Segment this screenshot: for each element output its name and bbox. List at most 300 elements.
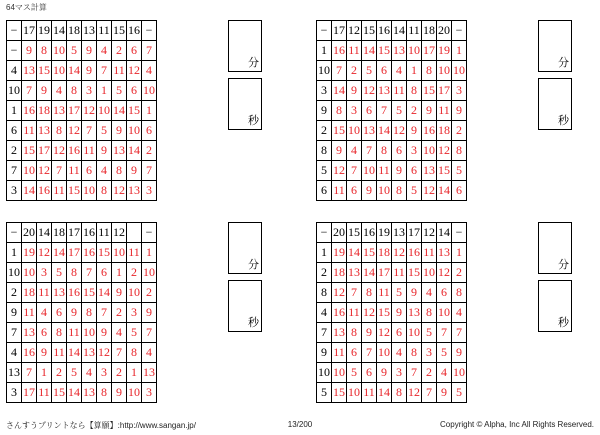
answer-cell[interactable]: 4 [52, 81, 67, 101]
answer-cell[interactable]: 11 [332, 181, 347, 201]
answer-cell[interactable]: 9 [37, 343, 52, 363]
answer-cell[interactable]: 12 [37, 243, 52, 263]
answer-cell[interactable]: 15 [377, 303, 392, 323]
seconds-answer-box[interactable] [228, 78, 262, 130]
answer-cell[interactable]: 15 [82, 283, 97, 303]
answer-cell[interactable]: 8 [97, 383, 112, 403]
answer-cell[interactable]: 9 [82, 41, 97, 61]
answer-cell[interactable]: 10 [127, 121, 142, 141]
answer-cell[interactable]: 1 [37, 363, 52, 383]
answer-cell[interactable]: 13 [22, 323, 37, 343]
answer-cell[interactable]: 13 [422, 161, 437, 181]
answer-cell[interactable]: 18 [332, 263, 347, 283]
answer-cell[interactable]: 10 [407, 323, 422, 343]
answer-cell[interactable]: 4 [392, 61, 407, 81]
answer-cell[interactable]: 7 [112, 343, 127, 363]
answer-cell[interactable]: 16 [22, 343, 37, 363]
minutes-answer-box[interactable] [538, 20, 572, 72]
answer-cell[interactable]: 15 [127, 101, 142, 121]
answer-cell[interactable]: 9 [392, 303, 407, 323]
answer-cell[interactable]: 10 [422, 263, 437, 283]
answer-cell[interactable]: 5 [392, 283, 407, 303]
grid-bottom-right [316, 222, 467, 403]
answer-cell[interactable]: 5 [347, 363, 362, 383]
answer-cell[interactable]: 19 [437, 41, 452, 61]
answer-cell[interactable]: 12 [37, 161, 52, 181]
answer-cell[interactable]: 7 [362, 343, 377, 363]
answer-cell[interactable]: 13 [377, 81, 392, 101]
answer-cell[interactable]: 15 [332, 121, 347, 141]
answer-cell[interactable]: 2 [127, 263, 142, 283]
answer-cell[interactable]: 14 [127, 141, 142, 161]
answer-cell[interactable]: 12 [97, 343, 112, 363]
answer-cell[interactable]: 2 [452, 121, 467, 141]
answer-cell[interactable]: 9 [362, 323, 377, 343]
answer-cell[interactable]: 13 [37, 121, 52, 141]
seconds-answer-box[interactable] [538, 78, 572, 130]
answer-cell[interactable]: 16 [422, 121, 437, 141]
answer-cell[interactable]: 8 [52, 121, 67, 141]
answer-cell[interactable]: 9 [97, 141, 112, 161]
answer-cell[interactable]: 6 [407, 161, 422, 181]
answer-cell[interactable]: 13 [52, 101, 67, 121]
answer-cell[interactable]: 9 [347, 81, 362, 101]
answer-cell[interactable]: 17 [67, 101, 82, 121]
answer-cell[interactable]: 8 [407, 343, 422, 363]
answer-cell[interactable]: 1 [452, 41, 467, 61]
answer-cell[interactable]: 6 [97, 263, 112, 283]
answer-cell[interactable]: 5 [52, 263, 67, 283]
answer-cell[interactable]: 11 [22, 303, 37, 323]
answer-cell[interactable]: 10 [127, 383, 142, 403]
answer-cell[interactable]: 14 [332, 81, 347, 101]
answer-cell[interactable]: 11 [347, 41, 362, 61]
answer-cell[interactable]: 8 [127, 343, 142, 363]
answer-cell[interactable]: 10 [407, 41, 422, 61]
answer-cell[interactable]: 14 [67, 61, 82, 81]
answer-cell[interactable]: 15 [422, 81, 437, 101]
answer-cell[interactable]: 10 [362, 161, 377, 181]
answer-cell[interactable]: 10 [52, 61, 67, 81]
answer-cell[interactable]: 4 [97, 161, 112, 181]
answer-cell[interactable]: 13 [22, 61, 37, 81]
answer-cell[interactable]: 2 [407, 101, 422, 121]
answer-cell[interactable]: 9 [437, 383, 452, 403]
answer-cell[interactable]: 15 [407, 263, 422, 283]
answer-cell[interactable]: 5 [362, 61, 377, 81]
answer-cell[interactable]: 2 [112, 363, 127, 383]
answer-cell[interactable]: 9 [407, 121, 422, 141]
answer-cell[interactable]: 8 [452, 283, 467, 303]
answer-cell[interactable]: 3 [407, 141, 422, 161]
answer-cell[interactable]: 9 [37, 81, 52, 101]
answer-cell[interactable]: 13 [142, 363, 157, 383]
seconds-answer-box[interactable] [228, 280, 262, 332]
answer-cell[interactable]: 13 [82, 343, 97, 363]
answer-cell[interactable]: 7 [347, 283, 362, 303]
answer-cell[interactable]: 6 [392, 141, 407, 161]
answer-cell[interactable]: 6 [37, 323, 52, 343]
answer-cell[interactable]: 18 [22, 283, 37, 303]
answer-cell[interactable]: 6 [127, 41, 142, 61]
answer-cell[interactable]: 19 [332, 243, 347, 263]
answer-cell[interactable]: 4 [392, 343, 407, 363]
minutes-answer-box[interactable] [228, 20, 262, 72]
answer-cell[interactable]: 12 [67, 121, 82, 141]
answer-cell[interactable]: 15 [52, 383, 67, 403]
answer-cell[interactable]: 13 [407, 303, 422, 323]
answer-cell[interactable]: 8 [67, 81, 82, 101]
answer-cell[interactable]: 11 [67, 323, 82, 343]
answer-cell[interactable]: 9 [82, 61, 97, 81]
answer-cell[interactable]: 13 [127, 181, 142, 201]
answer-cell[interactable]: 11 [67, 161, 82, 181]
answer-cell[interactable]: 10 [127, 283, 142, 303]
answer-cell[interactable]: 17 [377, 263, 392, 283]
answer-cell[interactable]: 13 [437, 243, 452, 263]
answer-cell[interactable]: 1 [112, 263, 127, 283]
answer-cell[interactable]: 10 [377, 181, 392, 201]
answer-cell[interactable]: 10 [142, 263, 157, 283]
answer-cell[interactable]: 14 [52, 243, 67, 263]
answer-cell[interactable]: 12 [332, 161, 347, 181]
answer-cell[interactable]: 1 [452, 243, 467, 263]
answer-cell[interactable]: 3 [142, 383, 157, 403]
answer-cell[interactable]: 6 [452, 181, 467, 201]
answer-cell[interactable]: 8 [112, 161, 127, 181]
answer-cell[interactable]: 9 [332, 141, 347, 161]
answer-cell[interactable]: 2 [112, 303, 127, 323]
answer-cell[interactable]: 14 [377, 383, 392, 403]
answer-cell[interactable]: 9 [362, 181, 377, 201]
answer-cell[interactable]: 1 [142, 243, 157, 263]
answer-cell[interactable]: 18 [437, 121, 452, 141]
answer-cell[interactable]: 11 [332, 343, 347, 363]
answer-cell[interactable]: 7 [437, 323, 452, 343]
answer-cell[interactable]: 5 [452, 383, 467, 403]
answer-cell[interactable]: 8 [82, 303, 97, 323]
answer-cell[interactable]: 4 [37, 303, 52, 323]
answer-cell[interactable]: 10 [112, 243, 127, 263]
answer-cell[interactable]: 7 [422, 383, 437, 403]
answer-cell[interactable]: 17 [37, 141, 52, 161]
answer-cell[interactable]: 10 [52, 41, 67, 61]
answer-cell[interactable]: 7 [377, 101, 392, 121]
answer-cell[interactable]: 4 [82, 363, 97, 383]
answer-cell[interactable]: 9 [142, 303, 157, 323]
answer-cell[interactable]: 10 [347, 121, 362, 141]
answer-cell[interactable]: 15 [97, 243, 112, 263]
answer-cell[interactable]: 16 [332, 41, 347, 61]
answer-cell[interactable]: 11 [377, 283, 392, 303]
answer-cell[interactable]: 11 [347, 303, 362, 323]
answer-cell[interactable]: 2 [347, 61, 362, 81]
answer-cell[interactable]: 14 [22, 181, 37, 201]
answer-cell[interactable]: 12 [377, 323, 392, 343]
answer-cell[interactable]: 7 [22, 81, 37, 101]
seconds-answer-box[interactable] [538, 280, 572, 332]
answer-cell[interactable]: 8 [52, 323, 67, 343]
answer-cell[interactable]: 7 [347, 161, 362, 181]
answer-cell[interactable]: 11 [362, 383, 377, 403]
answer-cell[interactable]: 14 [437, 181, 452, 201]
answer-cell[interactable]: 11 [37, 383, 52, 403]
answer-cell[interactable]: 16 [82, 243, 97, 263]
answer-cell[interactable]: 8 [392, 383, 407, 403]
answer-cell[interactable]: 7 [332, 61, 347, 81]
answer-cell[interactable]: 6 [142, 121, 157, 141]
answer-cell[interactable]: 1 [142, 101, 157, 121]
answer-cell[interactable]: 7 [22, 363, 37, 383]
answer-cell[interactable]: 12 [437, 141, 452, 161]
answer-cell[interactable]: 14 [362, 41, 377, 61]
answer-cell[interactable]: 9 [392, 161, 407, 181]
answer-cell[interactable]: 8 [422, 61, 437, 81]
answer-cell[interactable]: 5 [392, 101, 407, 121]
answer-cell[interactable]: 16 [67, 283, 82, 303]
answer-cell[interactable]: 8 [422, 303, 437, 323]
answer-cell[interactable]: 10 [437, 303, 452, 323]
answer-cell[interactable]: 9 [422, 101, 437, 121]
answer-cell[interactable]: 7 [97, 303, 112, 323]
answer-cell[interactable]: 14 [67, 383, 82, 403]
answer-cell[interactable]: 2 [142, 141, 157, 161]
answer-cell[interactable]: 7 [452, 323, 467, 343]
answer-cell[interactable]: 13 [362, 121, 377, 141]
answer-cell[interactable]: 11 [422, 243, 437, 263]
answer-cell[interactable]: 10 [22, 161, 37, 181]
answer-cell[interactable]: 9 [452, 101, 467, 121]
answer-cell[interactable]: 12 [52, 141, 67, 161]
answer-cell[interactable]: 6 [347, 343, 362, 363]
answer-cell[interactable]: 8 [407, 81, 422, 101]
answer-cell[interactable]: 10 [452, 363, 467, 383]
answer-cell[interactable]: 8 [347, 323, 362, 343]
answer-cell[interactable]: 9 [112, 383, 127, 403]
answer-cell[interactable]: 8 [332, 101, 347, 121]
answer-cell[interactable]: 7 [82, 121, 97, 141]
answer-cell[interactable]: 7 [97, 61, 112, 81]
answer-cell[interactable]: 2 [422, 363, 437, 383]
answer-cell[interactable]: 19 [22, 243, 37, 263]
answer-cell[interactable]: 7 [142, 161, 157, 181]
answer-cell[interactable]: 14 [377, 121, 392, 141]
answer-cell[interactable]: 6 [82, 161, 97, 181]
answer-cell[interactable]: 2 [112, 41, 127, 61]
answer-cell[interactable]: 3 [82, 81, 97, 101]
answer-cell[interactable]: 3 [37, 263, 52, 283]
answer-cell[interactable]: 9 [112, 121, 127, 141]
answer-cell[interactable]: 7 [52, 161, 67, 181]
answer-cell[interactable]: 5 [422, 323, 437, 343]
answer-cell[interactable]: 9 [112, 283, 127, 303]
answer-cell[interactable]: 15 [437, 161, 452, 181]
answer-cell[interactable]: 4 [347, 141, 362, 161]
answer-cell[interactable]: 4 [422, 283, 437, 303]
answer-cell[interactable]: 10 [452, 61, 467, 81]
answer-cell[interactable]: 9 [97, 323, 112, 343]
answer-cell[interactable]: 10 [142, 81, 157, 101]
answer-cell[interactable]: 13 [392, 41, 407, 61]
answer-cell[interactable]: 6 [347, 181, 362, 201]
answer-cell[interactable]: 12 [82, 101, 97, 121]
time-box-top-right [538, 20, 572, 130]
answer-cell[interactable]: 10 [437, 61, 452, 81]
answer-cell[interactable]: 3 [97, 363, 112, 383]
answer-cell[interactable]: 8 [97, 181, 112, 201]
answer-cell[interactable]: 7 [142, 41, 157, 61]
answer-cell[interactable]: 3 [347, 101, 362, 121]
answer-cell[interactable]: 12 [332, 283, 347, 303]
answer-cell[interactable]: 9 [452, 343, 467, 363]
answer-cell[interactable]: 18 [37, 101, 52, 121]
answer-cell[interactable]: 18 [377, 243, 392, 263]
answer-cell[interactable]: 3 [392, 363, 407, 383]
answer-cell[interactable]: 12 [407, 383, 422, 403]
answer-cell[interactable]: 12 [362, 303, 377, 323]
minutes-answer-box[interactable] [228, 222, 262, 274]
answer-cell[interactable]: 10 [422, 141, 437, 161]
answer-cell[interactable]: 5 [437, 343, 452, 363]
answer-cell[interactable]: 2 [142, 283, 157, 303]
answer-cell[interactable]: 16 [332, 303, 347, 323]
answer-cell[interactable]: 10 [332, 363, 347, 383]
answer-cell[interactable]: 4 [437, 363, 452, 383]
answer-cell[interactable]: 16 [67, 141, 82, 161]
answer-cell[interactable]: 3 [422, 343, 437, 363]
answer-cell[interactable]: 13 [52, 283, 67, 303]
answer-cell[interactable]: 10 [347, 383, 362, 403]
answer-cell[interactable]: 16 [37, 181, 52, 201]
answer-cell[interactable]: 9 [127, 161, 142, 181]
answer-cell[interactable]: 12 [362, 81, 377, 101]
answer-cell[interactable]: 13 [112, 141, 127, 161]
answer-cell[interactable]: 14 [347, 243, 362, 263]
answer-cell[interactable]: 10 [97, 101, 112, 121]
answer-cell[interactable]: 17 [437, 81, 452, 101]
answer-cell[interactable]: 6 [392, 323, 407, 343]
answer-cell[interactable]: 13 [332, 323, 347, 343]
answer-cell[interactable]: 15 [37, 61, 52, 81]
answer-cell[interactable]: 15 [332, 383, 347, 403]
answer-cell[interactable]: 10 [22, 263, 37, 283]
answer-cell[interactable]: 15 [362, 243, 377, 263]
answer-cell[interactable]: 12 [437, 263, 452, 283]
answer-cell[interactable]: 17 [422, 41, 437, 61]
answer-cell[interactable]: 1 [127, 363, 142, 383]
answer-cell[interactable]: 4 [142, 61, 157, 81]
answer-cell[interactable]: 5 [112, 81, 127, 101]
answer-cell[interactable]: 14 [67, 343, 82, 363]
answer-cell[interactable]: 4 [452, 303, 467, 323]
answer-cell[interactable]: 12 [422, 181, 437, 201]
answer-cell[interactable]: 8 [377, 141, 392, 161]
answer-cell[interactable]: 11 [52, 343, 67, 363]
answer-cell[interactable]: 15 [377, 41, 392, 61]
answer-cell[interactable]: 14 [97, 283, 112, 303]
answer-cell[interactable]: 7 [362, 141, 377, 161]
answer-cell[interactable]: 11 [82, 141, 97, 161]
answer-cell[interactable]: 15 [22, 141, 37, 161]
answer-cell[interactable]: 8 [67, 263, 82, 283]
answer-cell[interactable]: 4 [97, 41, 112, 61]
answer-cell[interactable]: 8 [37, 41, 52, 61]
answer-cell[interactable]: 8 [392, 181, 407, 201]
answer-cell[interactable]: 14 [112, 101, 127, 121]
answer-cell[interactable]: 5 [97, 121, 112, 141]
answer-cell[interactable]: 5 [127, 323, 142, 343]
answer-cell[interactable]: 13 [347, 263, 362, 283]
answer-cell[interactable]: 6 [362, 363, 377, 383]
answer-cell[interactable]: 6 [362, 101, 377, 121]
answer-cell[interactable]: 9 [407, 283, 422, 303]
answer-cell[interactable]: 10 [377, 343, 392, 363]
answer-cell[interactable]: 9 [22, 41, 37, 61]
answer-cell[interactable]: 2 [52, 363, 67, 383]
answer-cell[interactable]: 7 [142, 323, 157, 343]
answer-cell[interactable]: 11 [112, 61, 127, 81]
answer-cell[interactable]: 12 [392, 121, 407, 141]
answer-cell[interactable]: 3 [142, 181, 157, 201]
answer-cell[interactable]: 16 [22, 101, 37, 121]
answer-cell[interactable]: 11 [377, 161, 392, 181]
answer-cell[interactable]: 7 [82, 263, 97, 283]
answer-cell[interactable]: 11 [52, 181, 67, 201]
answer-cell[interactable]: 9 [67, 303, 82, 323]
table-row [317, 181, 467, 201]
answer-cell[interactable]: 16 [407, 243, 422, 263]
answer-cell[interactable]: 14 [362, 263, 377, 283]
answer-cell[interactable]: 7 [407, 363, 422, 383]
answer-cell[interactable]: 17 [22, 383, 37, 403]
answer-cell[interactable]: 6 [52, 303, 67, 323]
answer-cell[interactable]: 12 [112, 181, 127, 201]
answer-cell[interactable]: 11 [392, 263, 407, 283]
answer-cell[interactable]: 11 [127, 243, 142, 263]
answer-cell[interactable]: 1 [407, 61, 422, 81]
answer-cell[interactable]: 11 [37, 283, 52, 303]
answer-cell[interactable]: 8 [452, 141, 467, 161]
answer-cell[interactable]: 6 [437, 283, 452, 303]
answer-cell[interactable]: 3 [127, 303, 142, 323]
answer-cell[interactable]: 11 [22, 121, 37, 141]
answer-cell[interactable]: 8 [362, 283, 377, 303]
answer-cell[interactable]: 6 [127, 81, 142, 101]
answer-cell[interactable]: 11 [437, 101, 452, 121]
answer-cell[interactable]: 10 [82, 181, 97, 201]
answer-cell[interactable]: 4 [142, 343, 157, 363]
answer-cell[interactable]: 2 [452, 263, 467, 283]
minutes-answer-box[interactable] [538, 222, 572, 274]
answer-cell[interactable]: 5 [407, 181, 422, 201]
footer-site-link[interactable]: さんすうプリントなら【算願】:http://www.sangan.jp/ [6, 421, 196, 430]
answer-cell[interactable]: 3 [452, 81, 467, 101]
answer-cell[interactable]: 13 [82, 383, 97, 403]
answer-cell[interactable]: 15 [67, 181, 82, 201]
answer-cell[interactable]: 5 [67, 363, 82, 383]
answer-cell[interactable]: 5 [67, 41, 82, 61]
answer-cell[interactable]: 12 [127, 61, 142, 81]
answer-cell[interactable]: 6 [377, 61, 392, 81]
answer-cell[interactable]: 4 [112, 323, 127, 343]
answer-cell[interactable]: 10 [82, 323, 97, 343]
answer-cell[interactable]: 12 [392, 243, 407, 263]
answer-cell[interactable]: 17 [67, 243, 82, 263]
answer-cell[interactable]: 1 [97, 81, 112, 101]
answer-cell[interactable]: 5 [452, 161, 467, 181]
answer-cell[interactable]: 9 [377, 363, 392, 383]
answer-cell[interactable]: 11 [392, 81, 407, 101]
